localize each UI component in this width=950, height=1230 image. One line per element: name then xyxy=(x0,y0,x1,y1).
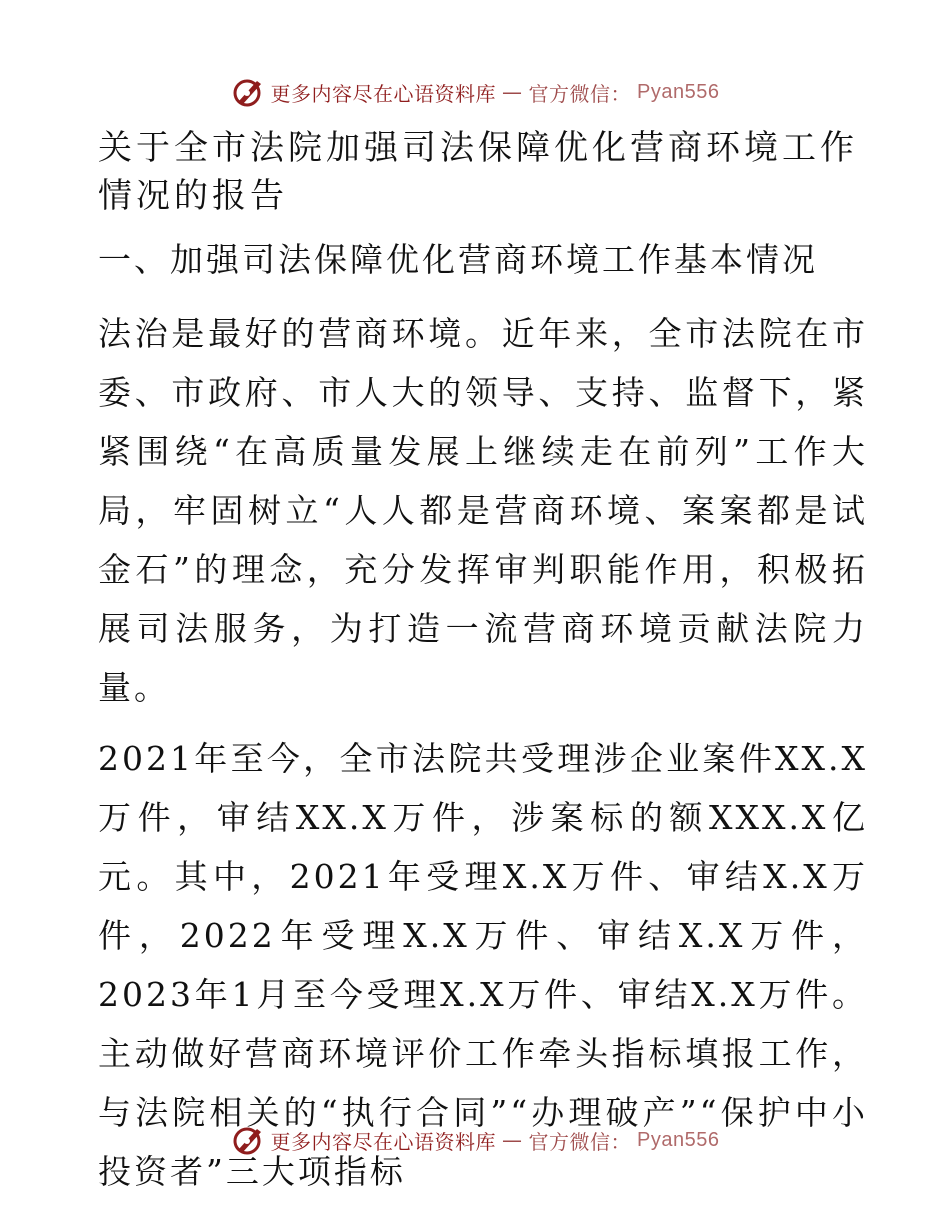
pen-logo-icon xyxy=(231,1123,265,1157)
paragraph-2: 2021年至今，全市法院共受理涉企业案件XX.X万件，审结XX.X万件，涉案标的额XXX.X亿元。其中，2021年受理X.X万件、审结X.X万件，2022年受理X.X万件、审结X.X万件，2023年1月至今受理X.X万件、审结X.X万件。主动做好营商环境评价工作牵头指标填报工作，与法院相关的“执行合同”“办理破产”“保护中小投资者”三大项指标 xyxy=(98,739,868,1191)
header-banner xyxy=(0,72,950,112)
footer-banner xyxy=(0,1120,950,1160)
banner-wechat-id: Pyan556 xyxy=(637,1128,720,1151)
banner-text: 更多内容尽在心语资料库 xyxy=(270,81,497,106)
banner-dash: — xyxy=(502,80,523,104)
banner-official: 官方微信： xyxy=(528,81,632,106)
banner-wechat-id: Pyan556 xyxy=(637,80,720,103)
section-heading: 一、加强司法保障优化营商环境工作基本情况 xyxy=(98,240,818,279)
banner-text: 更多内容尽在心语资料库 xyxy=(270,1129,497,1154)
banner-official: 官方微信： xyxy=(528,1129,632,1154)
document-body xyxy=(98,124,868,1213)
paragraph-1: 法治是最好的营商环境。近年来，全市法院在市委、市政府、市人大的领导、支持、监督下，紧紧围绕“在高质量发展上继续走在前列”工作大局，牢固树立“人人都是营商环境、案案都是试金石”的理念，充分发挥审判职能作用，积极拓展司法服务，为打造一流营商环境贡献法院力量。 xyxy=(98,314,868,707)
banner-dash: — xyxy=(502,1128,523,1152)
document-title: 关于全市法院加强司法保障优化营商环境工作情况的报告 xyxy=(98,128,858,216)
pen-logo-icon xyxy=(231,75,265,109)
